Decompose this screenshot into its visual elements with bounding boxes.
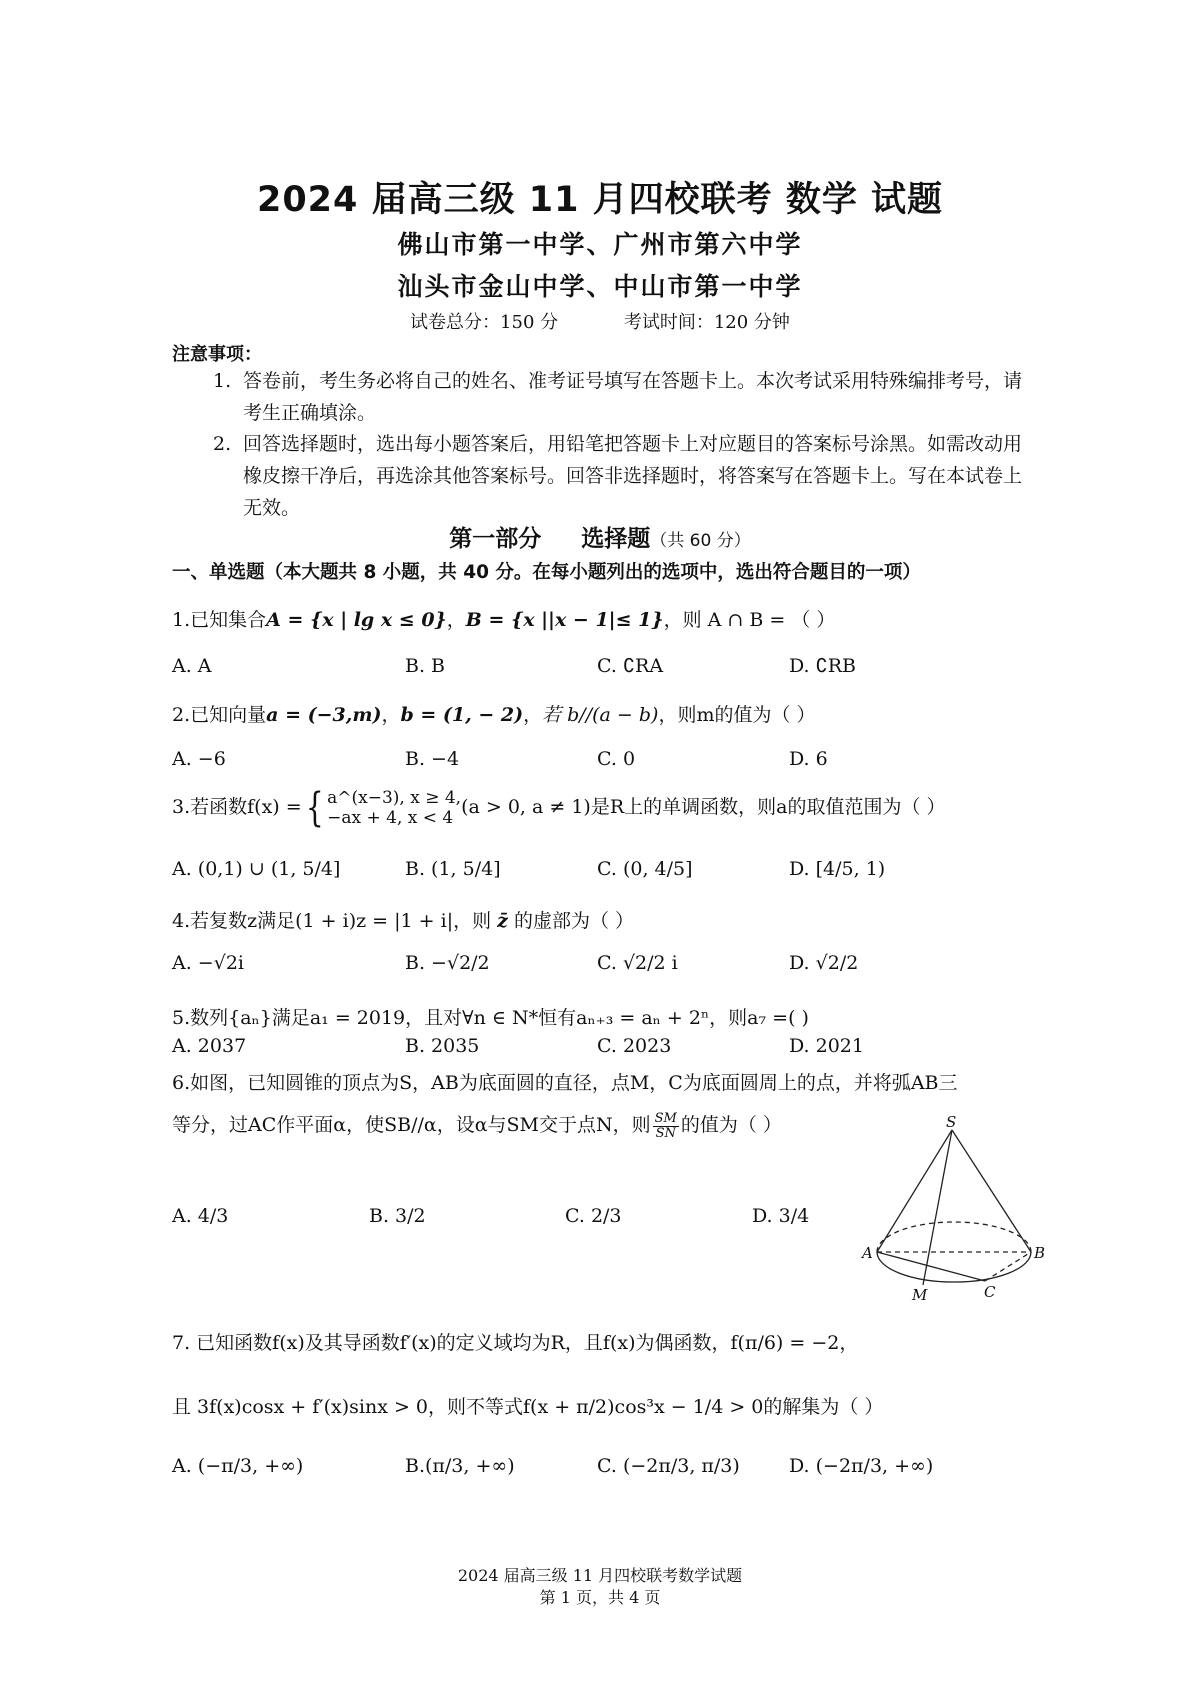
exam-meta [0, 308, 1200, 334]
question-7-line-1: 7. 已知函数f(x)及其导函数f′(x)的定义域均为R，且f(x)为偶函数，f(π/6) = −2， [172, 1332, 859, 1354]
q2-vector-b: b = (1, − 2) [400, 704, 524, 726]
label-b: B [1034, 1244, 1046, 1262]
part-title: 第一部分 [449, 526, 542, 552]
question-7-line-2: 且 3f(x)cosx + f′(x)sinx > 0，则不等式f(x + π/2)cos³x − 1/4 > 0的解集为（ ） [172, 1396, 884, 1418]
q1-set-b: B = {x ||x − 1|≤ 1} [465, 609, 664, 631]
schools-line-2: 汕头市金山中学、中山市第一中学 [397, 272, 803, 301]
q2-condition: 若 b//(a − b) [542, 704, 659, 726]
chord-ac [877, 1252, 985, 1281]
option-c: C. (−2π/3, π/3) [597, 1455, 740, 1477]
option-a: A. (0,1) ∪ (1, 5/4] [172, 858, 341, 880]
notice-item [213, 365, 1033, 429]
option-c: C. ∁RA [597, 655, 664, 677]
option-d: D. [4/5, 1) [789, 858, 886, 880]
q1-ask: 则 A ∩ B = （ ） [682, 609, 836, 631]
question-2-options [172, 748, 872, 776]
part-score: （共 60 分） [650, 531, 751, 551]
label-s: S [946, 1115, 957, 1131]
part-heading [0, 520, 1200, 553]
option-b: B. (1, 5/4] [405, 858, 501, 880]
option-c: C. 2/3 [565, 1205, 622, 1227]
question-1-options [172, 655, 872, 683]
page-title: 2024 届高三级 11 月四校联考 数学 试题 [256, 180, 944, 220]
section-heading: 一、单选题（本大题共 8 小题，共 40 分。在每小题列出的选项中，选出符合题目的一项） [172, 562, 921, 583]
footer-title: 2024 届高三级 11 月四校联考数学试题 [457, 1566, 743, 1585]
option-c: C. (0, 4/5] [597, 858, 693, 880]
option-b: B. B [405, 655, 446, 677]
question-6-line-2 [172, 1110, 782, 1141]
q2-vector-a: a = (−3,m) [266, 704, 382, 726]
q1-stem: 1.已知集合 [172, 609, 267, 631]
q3-stem: 3.若函数f(x) = [172, 796, 302, 818]
option-d: D. ∁RB [789, 655, 856, 677]
fraction-denominator: SN [655, 1125, 676, 1141]
option-a: A. A [172, 655, 212, 677]
question-2: 2.已知向量a = (−3,m)，b = (1, − 2)，若 b//(a − b)，则m的值为（ ） [172, 704, 816, 726]
case-2: −ax + 4, x < 4 [327, 808, 454, 828]
question-6-options [172, 1205, 872, 1233]
footer-page-number: 第 1 页，共 4 页 [539, 1588, 661, 1607]
option-a: A. −√2i [172, 952, 244, 974]
exam-time: 考试时间：120 分钟 [623, 312, 790, 333]
option-b: B.(π/3, +∞) [405, 1455, 515, 1477]
option-a: A. −6 [172, 748, 226, 770]
brace-symbol: { [305, 785, 324, 831]
option-d: D. (−2π/3, +∞) [789, 1455, 934, 1477]
notice-number: 2. [213, 433, 232, 455]
q2-ask: 则m的值为（ ） [677, 704, 816, 726]
question-3-options [172, 858, 886, 886]
q3-condition: (a > 0, a ≠ 1)是R上的单调函数，则a的取值范围为（ ） [461, 796, 946, 818]
notice-text: 回答选择题时，选出每小题答案后，用铅笔把答题卡上对应题目的答案标号涂黑。如需改动用橡皮擦干净后，再选涂其他答案标号。回答非选择题时，将答案写在答题卡上。写在本试卷上无效。 [243, 433, 1023, 519]
schools-line-1: 佛山市第一中学、广州市第六中学 [397, 230, 803, 259]
option-d: D. 3/4 [752, 1205, 810, 1227]
option-b: B. 2035 [405, 1035, 480, 1057]
cone-edge-sb [952, 1130, 1031, 1252]
option-a: A. 2037 [172, 1035, 247, 1057]
q4-conjugate: z̄ [497, 910, 508, 932]
question-4 [172, 906, 634, 933]
q6-line2-a: 等分，过AC作平面α，使SB//α，设α与SM交于点N，则 [172, 1114, 651, 1136]
option-d: D. √2/2 [789, 952, 859, 974]
label-c: C [984, 1283, 996, 1301]
q6-line2-b: 的值为（ ） [680, 1114, 782, 1136]
piecewise-cases [327, 788, 461, 828]
total-score: 试卷总分：150 分 [410, 312, 559, 333]
notice-item [213, 428, 1033, 524]
notice-text: 答卷前，考生务必将自己的姓名、准考证号填写在答题卡上。本次考试采用特殊编排考号，请考生正确填涂。 [243, 370, 1023, 424]
base-front-arc [877, 1252, 1031, 1282]
label-a: A [862, 1244, 873, 1262]
option-b: B. 3/2 [369, 1205, 426, 1227]
q2-stem: 2.已知向量 [172, 704, 267, 726]
option-c: C. 0 [597, 748, 636, 770]
case-1: a^(x−3), x ≥ 4, [327, 788, 462, 808]
question-1: 1.已知集合A = {x | lg x ≤ 0}，B = {x ||x − 1|≤ 1}，则 A ∩ B = （ ） [172, 609, 836, 631]
option-d: D. 2021 [789, 1035, 864, 1057]
notice-heading: 注意事项： [172, 344, 262, 365]
option-d: D. 6 [789, 748, 828, 770]
part-name: 选择题 [581, 526, 651, 552]
q1-set-a: A = {x | lg x ≤ 0} [266, 609, 447, 631]
option-c: C. √2/2 i [597, 952, 678, 974]
question-5-options [172, 1035, 872, 1063]
option-a: A. 4/3 [172, 1205, 229, 1227]
base-back-arc [877, 1222, 1031, 1252]
question-3 [172, 785, 946, 831]
question-6-line-1: 6.如图，已知圆锥的顶点为S，AB为底面圆的直径，点M，C为底面圆周上的点，并将弧AB三 [172, 1072, 958, 1094]
q4-ask: 的虚部为（ ） [514, 910, 635, 932]
question-4-options [172, 952, 872, 980]
question-5: 5.数列{aₙ}满足a₁ = 2019，且对∀n ∈ N*恒有aₙ₊₃ = aₙ + 2ⁿ，则a₇ =( ) [172, 1007, 809, 1029]
option-c: C. 2023 [597, 1035, 672, 1057]
notice-number: 1. [213, 370, 232, 392]
option-b: B. −4 [405, 748, 460, 770]
question-7-options [172, 1455, 934, 1483]
q6-fraction [653, 1112, 679, 1141]
option-a: A. (−π/3, +∞) [172, 1455, 304, 1477]
fraction-numerator: SM [654, 1110, 677, 1126]
cone-figure [860, 1115, 1060, 1305]
q4-stem: 4.若复数z满足(1 + i)z = |1 + i|，则 [172, 910, 492, 932]
option-b: B. −√2/2 [405, 952, 490, 974]
chord-cb [985, 1252, 1031, 1281]
label-m: M [912, 1286, 928, 1304]
